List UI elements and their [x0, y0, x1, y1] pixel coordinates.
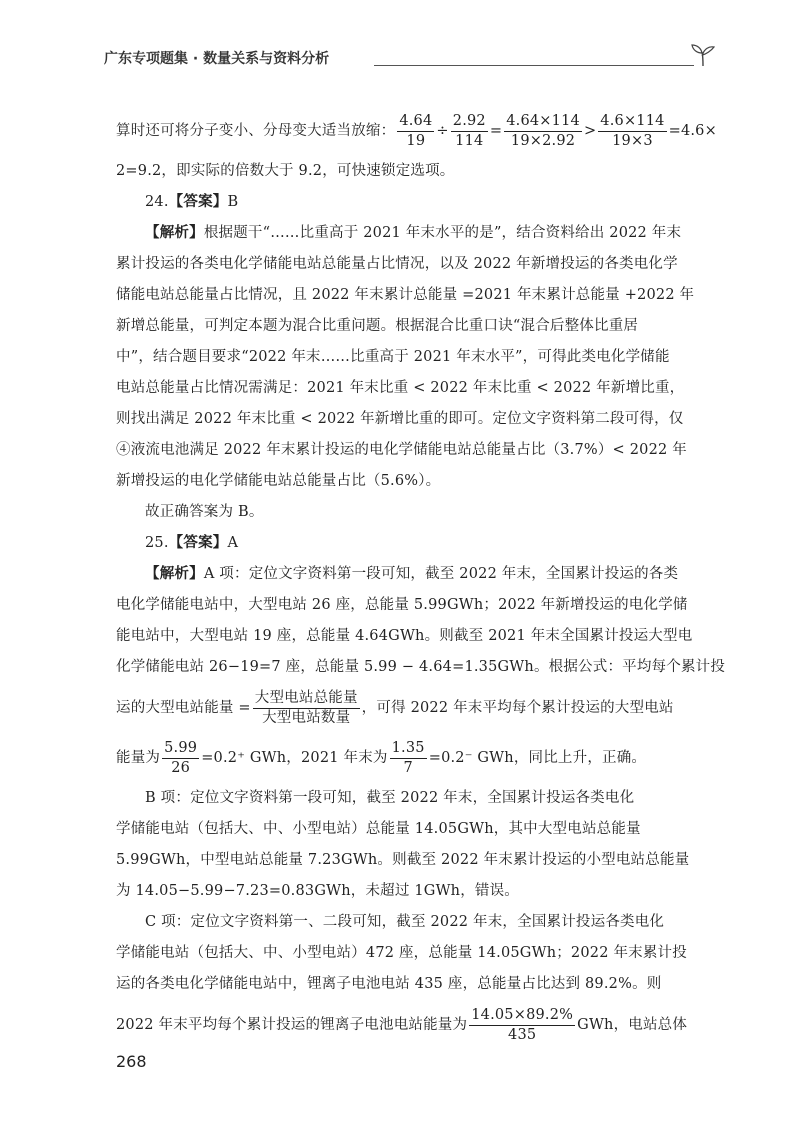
denominator: 19×3 [612, 132, 653, 149]
text-line: 5.99GWh，中型电站总能量 7.23GWh。则截至 2022 年末累计投运的小型电站总能量 [116, 852, 690, 868]
text-line [116, 1000, 708, 1050]
text-line: 运的各类电化学储能电站中，锂离子电池电站 435 座，总能量占比达到 89.2%。则 [116, 976, 662, 992]
text-line: 储能电站总能量占比情况，且 2022 年末累计总能量 =2021 年末累计总能量 +2022 年 [116, 287, 695, 303]
text-line: 新增投运的电化学储能电站总能量占比（5.6%）。 [116, 473, 441, 489]
text-line [116, 218, 708, 249]
text-fragment: GWh，电站总体 [577, 1017, 688, 1033]
denominator: 大型电站数量 [262, 709, 351, 726]
text-fragment: ，可得 2022 年末平均每个累计投运的大型电站 [361, 700, 674, 716]
text-line [116, 683, 708, 733]
operator: ÷ [436, 123, 449, 139]
text-line: 新增总能量，可判定本题为混合比重问题。根据混合比重口诀“混合后整体比重居 [116, 318, 639, 334]
running-header [104, 40, 716, 72]
numerator: 大型电站总能量 [253, 689, 360, 709]
text-fragment: 能量为 [116, 750, 161, 766]
fraction [598, 112, 666, 151]
header-rule [374, 65, 694, 66]
text-fragment: =0.2⁻ GWh，同比上升，正确。 [428, 750, 647, 766]
text-line: C 项：定位文字资料第一、二段可知，截至 2022 年末，全国累计投运各类电化 [145, 914, 665, 930]
page-body [116, 106, 726, 1050]
text-line: 累计投运的各类电化学储能电站总能量占比情况，以及 2022 年新增投运的各类电化学 [116, 256, 678, 272]
numerator: 4.64×114 [504, 112, 582, 132]
text-fragment: 运的大型电站能量 = [116, 700, 251, 716]
denominator: 435 [508, 1026, 537, 1043]
fraction [397, 112, 434, 151]
denominator: 19×2.92 [510, 132, 576, 149]
answer-value: B [227, 194, 239, 210]
numerator: 4.6×114 [598, 112, 666, 132]
text-line [116, 106, 717, 156]
text-line: 能电站中，大型电站 19 座，总能量 4.64GWh。则截至 2021 年末全国累计投运大型电 [116, 628, 693, 644]
text-line: B 项：定位文字资料第一段可知，截至 2022 年末，全国累计投运各类电化 [145, 790, 635, 806]
sprout-icon [690, 42, 716, 68]
text-fragment: A 项：定位文字资料第一段可知，截至 2022 年末，全国累计投运的各类 [203, 566, 679, 582]
page-number: 268 [116, 1052, 147, 1071]
question-number: 25. [145, 535, 169, 551]
fraction [253, 689, 360, 728]
text-line [116, 733, 708, 783]
analysis-tag: 【解析】 [145, 225, 204, 241]
text-line: 为 14.05−5.99−7.23=0.83GWh，未超过 1GWh，错误。 [116, 883, 520, 899]
numerator: 1.35 [390, 739, 427, 759]
numerator: 14.05×89.2% [469, 1006, 575, 1026]
numerator: 4.64 [397, 112, 434, 132]
operator: > [583, 123, 597, 139]
answer-tag: 【答案】 [168, 194, 228, 210]
denominator: 19 [406, 132, 426, 149]
text-fragment: 算时还可将分子变小、分母变大适当放缩： [116, 123, 396, 139]
text-line: 学储能电站（包括大、中、小型电站）472 座，总能量 14.05GWh；2022 年末累计投 [116, 945, 687, 961]
fraction [451, 112, 488, 151]
answer-value: A [227, 535, 239, 551]
fraction [504, 112, 582, 151]
text-fragment: 2022 年末平均每个累计投运的锂离子电池电站能量为 [116, 1017, 468, 1033]
text-fragment: =0.2⁺ GWh，2021 年末为 [201, 750, 388, 766]
question-number: 24. [145, 194, 169, 210]
answer-tag: 【答案】 [168, 535, 228, 551]
answer-25 [116, 528, 708, 559]
fraction [469, 1006, 575, 1045]
denominator: 114 [455, 132, 484, 149]
text-line: 电化学储能电站中，大型电站 26 座，总能量 5.99GWh；2022 年新增投运的电化学储 [116, 597, 688, 613]
numerator: 2.92 [451, 112, 488, 132]
denominator: 26 [171, 759, 191, 776]
text-line: ④液流电池满足 2022 年末累计投运的电化学储能电站总能量占比（3.7%）< 2022 年 [116, 442, 687, 458]
text-line: 2=9.2，即实际的倍数大于 9.2，可快速锁定选项。 [116, 163, 455, 179]
answer-24 [116, 187, 708, 218]
text-line: 化学储能电站 26−19=7 座，总能量 5.99 − 4.64=1.35GWh。根据公式：平均每个累计投 [116, 659, 726, 675]
numerator: 5.99 [162, 739, 199, 759]
conclusion-24: 故正确答案为 B。 [145, 504, 264, 520]
text-line: 电站总能量占比情况需满足：2021 年末比重 < 2022 年末比重 < 2022 年新增比重， [116, 380, 685, 396]
fraction [162, 739, 199, 778]
text-line [116, 559, 708, 590]
text-line: 学储能电站（包括大、中、小型电站）总能量 14.05GWh，其中大型电站总能量 [116, 821, 641, 837]
fraction [390, 739, 427, 778]
header-title: 广东专项题集 · 数量关系与资料分析 [104, 51, 330, 67]
text-fragment: 根据题干“……比重高于 2021 年末水平的是”，结合资料给出 2022 年末 [203, 225, 682, 241]
analysis-tag: 【解析】 [145, 566, 204, 582]
text-fragment: =4.6× [668, 123, 717, 139]
text-line: 则找出满足 2022 年末比重 < 2022 年新增比重的即可。定位文字资料第二段可得，仅 [116, 411, 684, 427]
operator: = [489, 123, 503, 139]
denominator: 7 [403, 759, 413, 776]
text-line: 中”，结合题目要求“2022 年末……比重高于 2021 年末水平”，可得此类电化学储能 [116, 349, 670, 365]
